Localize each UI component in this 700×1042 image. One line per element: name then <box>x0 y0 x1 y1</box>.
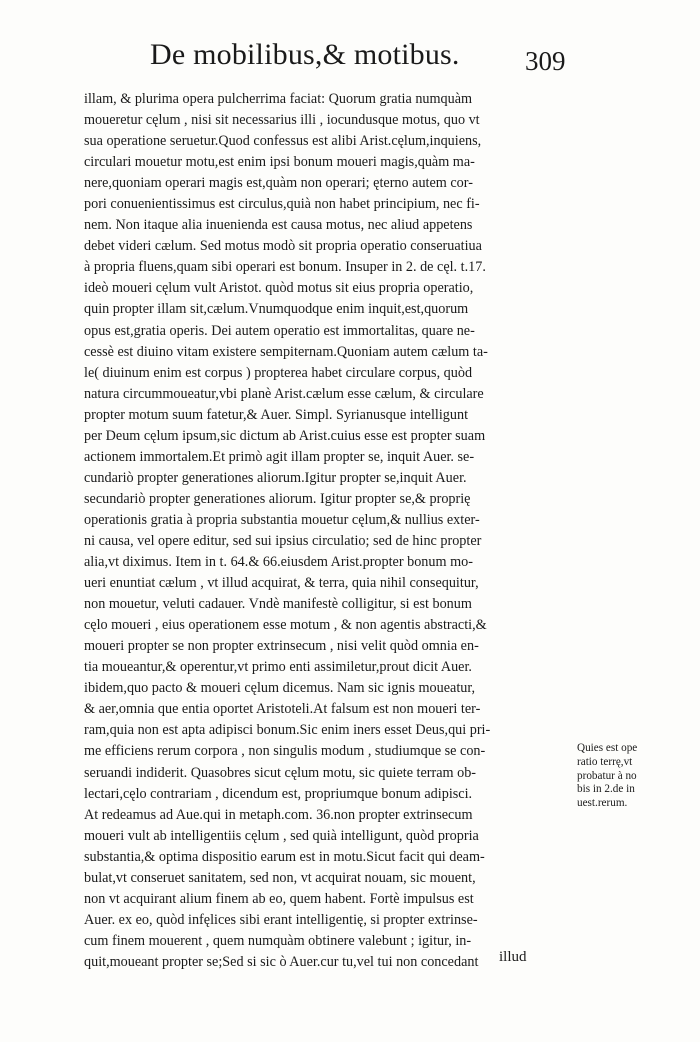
text-line: Auer. ex eo, quòd infęlices sibi erant intelligentię, si propter extrinse- <box>84 911 478 928</box>
text-line: substantia,& optima dispositio earum est in motu.Sicut facit qui deam- <box>84 848 485 865</box>
marginal-note <box>577 742 695 811</box>
text-line: ram,quia non est apta adipisci bonum.Sic enim iners esset Deus,qui pri- <box>84 722 491 739</box>
text-line: natura circummoueatur,vbi planè Arist.cælum esse cælum, & circulare <box>84 385 484 402</box>
text-line: le( diuinum enim est corpus ) propterea habet circulare corpus, quòd <box>84 364 473 381</box>
text-line: lectari,cęlo contrariam , dicendum est, propriumque bonum adipisci. <box>84 785 473 802</box>
text-line: operationis gratia à propria substantia mouetur cęlum,& nullius exter- <box>84 511 480 528</box>
text-line: secundariò propter generationes aliorum. Igitur propter se,& proprię <box>84 490 471 507</box>
text-line: sua operatione seruetur.Quod confessus est alibi Arist.cęlum,inquiens, <box>84 133 482 150</box>
text-line: nere,quoniam operari magis est,quàm non operari; ęterno autem cor- <box>84 175 473 192</box>
text-line: ideò moueri cęlum vult Aristot. quòd motus sit eius propria operatio, <box>84 280 474 297</box>
marginal-note-line: ratio terrę,vt <box>577 755 633 768</box>
text-line: cęlo moueri , eius operationem esse motum , & non agentis abstracti,& <box>84 617 487 634</box>
text-line: me efficiens rerum corpora , non singulis modum , studiumque se con- <box>84 743 486 760</box>
text-line: non vt acquirant alium finem ab eo, quem habent. Fortè impulsus est <box>84 890 474 907</box>
text-line: propter motum suum fatetur,& Auer. Simpl. Syrianusque intelligunt <box>84 406 469 423</box>
text-line: quit,moueant propter se;Sed si sic ò Auer.cur tu,vel tui non concedant <box>84 953 479 970</box>
text-line: ibidem,quo pacto & moueri cęlum dicemus. Nam sic ignis moueatur, <box>84 680 476 697</box>
text-line: quin propter illam sit,cælum.Vnumquodque enim inquit,est,quorum <box>84 301 469 318</box>
marginal-note-line: bis in 2.de in <box>577 783 635 796</box>
text-line: alia,vt diximus. Item in t. 64.& 66.eiusdem Arist.propter bonum mo- <box>84 554 473 571</box>
text-line: bulat,vt conseruet sanitatem, sed non, vt acquirat nouam, sic mouent, <box>84 869 476 886</box>
text-line: cessè est diuino vitam existere sempiternam.Quoniam autem cælum ta- <box>84 343 488 360</box>
text-line: opus est,gratia operis. Dei autem operatio est immortalitas, quare ne- <box>84 322 475 339</box>
text-line: non mouetur, veluti cadauer. Vndè manifestè colligitur, si est bonum <box>84 596 472 613</box>
text-line: tia moueantur,& operentur,vt primo enti assimiletur,prout dicit Auer. <box>84 659 472 676</box>
text-line: pori conuenientissimus est circulus,quià non habet principium, nec fi- <box>84 196 480 213</box>
text-line: moueretur cęlum , nisi sit necessarius illi , iocundusque motus, quo vt <box>84 112 480 129</box>
text-line: & aer,omnia que entia oportet Aristoteli.At falsum est non moueri ter- <box>84 701 481 718</box>
text-line: nem. Non itaque alia inuenienda est causa motus, nec aliud appetens <box>84 217 473 234</box>
running-head: De mobilibus,& motibus. <box>150 38 460 71</box>
marginal-note-line: uest.rerum. <box>577 797 628 810</box>
text-line: cundariò propter generationes aliorum.Igitur propter se,inquit Auer. <box>84 469 467 486</box>
text-line: actionem immortalem.Et primò agit illam propter se, inquit Auer. se- <box>84 448 475 465</box>
text-line: moueri vult ab intelligentiis cęlum , sed quià intelligunt, quòd propria <box>84 827 479 844</box>
text-line: illam, & plurima opera pulcherrima faciat: Quorum gratia numquàm <box>84 91 473 107</box>
text-line: debet videri cælum. Sed motus modò sit propria operatio conseruatiua <box>84 238 482 255</box>
body-text <box>84 89 574 973</box>
text-line: à propria fluens,quam sibi operari est bonum. Insuper in 2. de cęl. t.17. <box>84 259 486 276</box>
page-number: 309 <box>525 46 566 76</box>
text-line: per Deum cęlum ipsum,sic dictum ab Arist.cuius esse est propter suam <box>84 427 486 444</box>
text-line: ueri enuntiat cælum , vt illud acquirat, & terra, quia nihil consequitur, <box>84 575 479 592</box>
text-line: ni causa, vel opere editur, sed sui ipsius circulatio; sed de hinc propter <box>84 532 482 549</box>
catchword: illud <box>499 949 527 965</box>
text-line: circulari mouetur motu,est enim ipsi bonum moueri magis,quàm ma- <box>84 154 475 171</box>
marginal-note-line: Quies est ope <box>577 742 638 754</box>
text-line: seruandi indiderit. Quasobres sicut cęlum motu, sic quiete terram ob- <box>84 764 477 781</box>
text-line: At redeamus ad Aue.qui in metaph.com. 36.non propter extrinsecum <box>84 806 473 823</box>
text-line: moueri propter se non propter extrinsecum , nisi velit quòd omnia en- <box>84 638 479 655</box>
marginal-note-line: probatur à no <box>577 769 637 782</box>
text-line: cum finem mouerent , quem numquàm obtinere valebunt ; igitur, in- <box>84 932 472 949</box>
